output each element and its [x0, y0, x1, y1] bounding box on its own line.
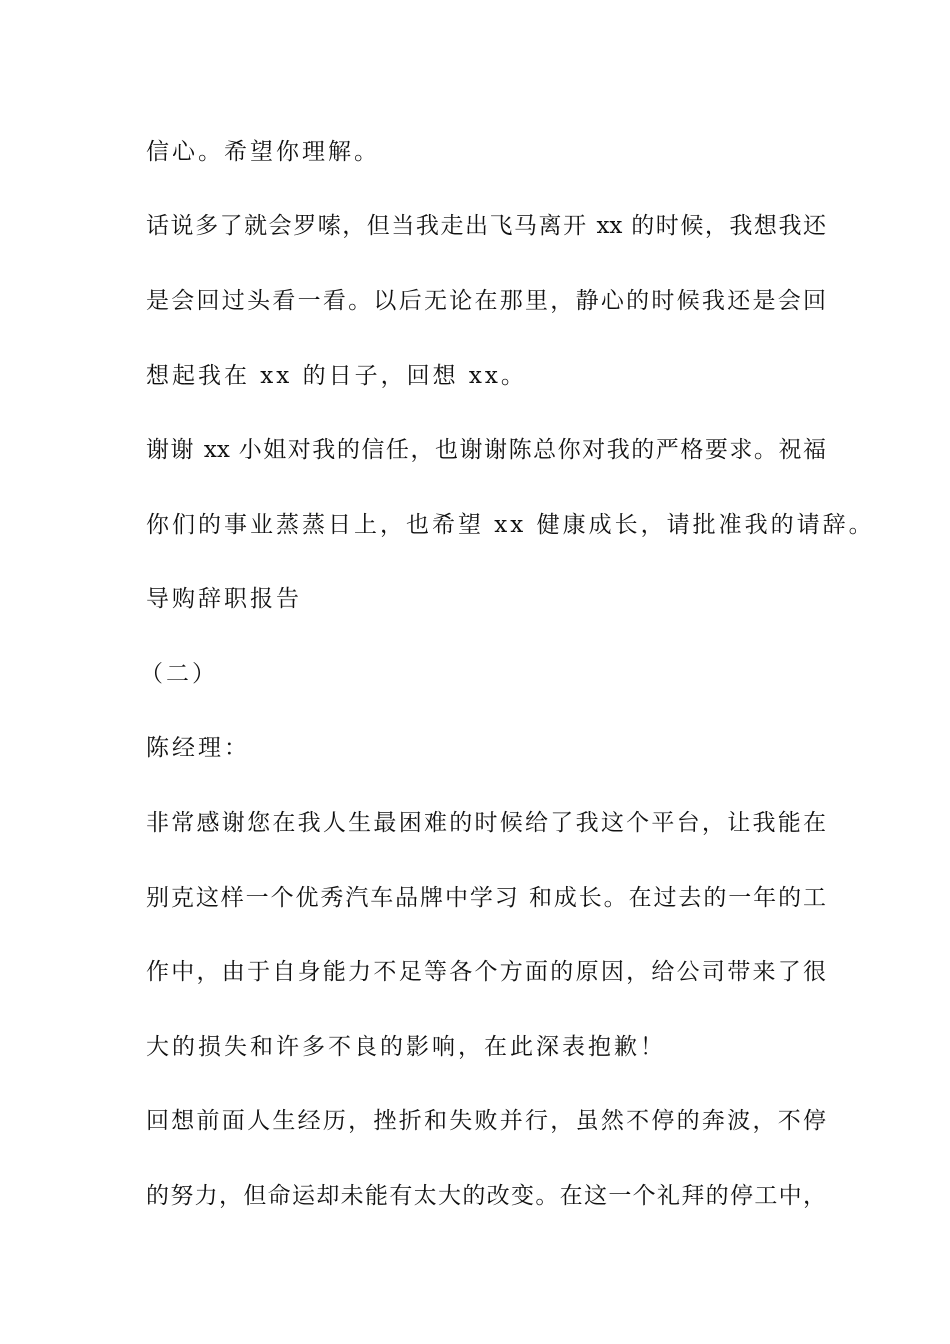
- paragraph-line: 大的损失和许多不良的影响，在此深表抱歉！: [146, 1034, 666, 1060]
- section-title: 导购辞职报告: [146, 586, 302, 612]
- paragraph-line: 谢谢 xx 小姐对我的信任，也谢谢陈总你对我的严格要求。祝福: [146, 437, 826, 463]
- section-number: （二）: [140, 661, 218, 687]
- paragraph-line: 你们的事业蒸蒸日上，也希望 xx 健康成长，请批准我的请辞。: [146, 512, 875, 538]
- paragraph-line: 作中，由于自身能力不足等各个方面的原因，给公司带来了很: [146, 959, 826, 985]
- paragraph-line: 信心。希望你理解。: [146, 139, 380, 165]
- salutation: 陈经理：: [146, 735, 250, 761]
- paragraph-line: 别克这样一个优秀汽车品牌中学习 和成长。在过去的一年的工: [146, 885, 826, 911]
- paragraph-line: 想起我在 xx 的日子，回想 xx。: [146, 363, 527, 389]
- paragraph-line: 回想前面人生经历，挫折和失败并行，虽然不停的奔波，不停: [146, 1108, 826, 1134]
- paragraph-line: 是会回过头看一看。以后无论在那里，静心的时候我还是会回: [146, 288, 826, 314]
- paragraph-line: 非常感谢您在我人生最困难的时候给了我这个平台，让我能在: [146, 810, 826, 836]
- paragraph-line: 的努力，但命运却未能有太大的改变。在这一个礼拜的停工中，: [146, 1183, 826, 1209]
- paragraph-line: 话说多了就会罗嗦，但当我走出飞马离开 xx 的时候，我想我还: [146, 213, 826, 239]
